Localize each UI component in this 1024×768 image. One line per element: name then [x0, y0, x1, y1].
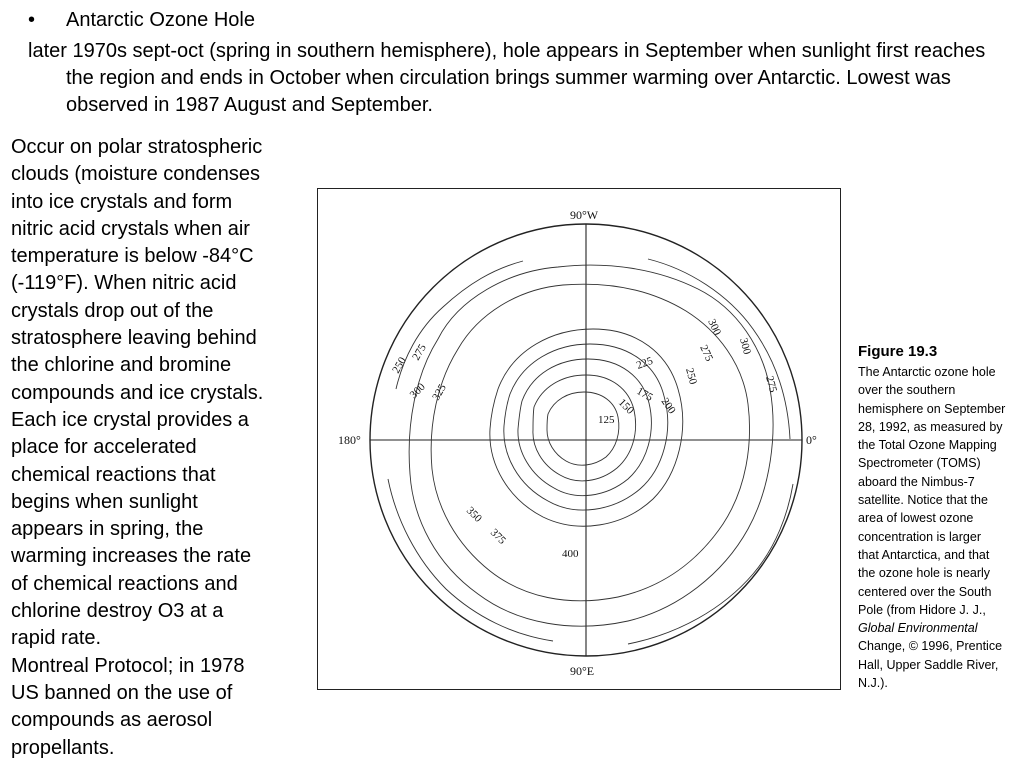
contour-value: 325: [430, 382, 449, 403]
contour-line: [431, 284, 749, 601]
contour-line: [628, 484, 793, 644]
side-line: propellants.: [11, 736, 115, 759]
caption-italic-title: Global Environmental: [858, 621, 978, 636]
contour-value: 175: [634, 385, 655, 404]
contour-line: [518, 359, 651, 496]
figure-caption: [858, 342, 1024, 692]
intro-paragraph: later 1970s sept-oct (spring in southern hemisphere), hole appears in September when sunlight first reaches the region and ends in October when circulation brings summer warming over Antarctic. Lowest was observed in 1987 August and September.: [28, 40, 986, 116]
side-line: into ice crystals and form: [11, 190, 233, 213]
caption-line: N.J.).: [858, 676, 888, 691]
side-line: compounds and ice crystals.: [11, 381, 264, 404]
caption-line: 28, 1992, as measured by: [858, 419, 1003, 434]
side-line: place for accelerated: [11, 436, 197, 459]
contour-value: 300: [737, 336, 753, 356]
contour-line: [409, 265, 773, 626]
caption-line: Spectrometer (TOMS): [858, 456, 981, 471]
side-line: of chemical reactions and: [11, 572, 238, 595]
bullet-glyph: •: [28, 9, 36, 31]
label-0: 0°: [806, 433, 817, 447]
caption-line: Change, © 1996, Prentice: [858, 639, 1003, 654]
caption-line: over the southern: [858, 383, 956, 398]
side-line: begins when sunlight: [11, 490, 198, 513]
contour-value: 375: [487, 526, 509, 547]
side-line: compounds as aerosol: [11, 709, 213, 732]
contour-line: [388, 479, 553, 641]
side-line: clouds (moisture condenses: [11, 163, 261, 186]
caption-line: centered over the South: [858, 584, 992, 599]
caption-line: The Antarctic ozone hole: [858, 365, 996, 379]
contour-value: 125: [598, 414, 615, 426]
caption-line: [858, 619, 1024, 637]
ozone-map-figure: [317, 188, 841, 690]
caption-line: that Antarctica, and that: [858, 547, 990, 562]
contour-value: 250: [683, 366, 699, 386]
side-line: rapid rate.: [11, 627, 102, 650]
side-line: Occur on polar stratospheric: [11, 136, 263, 158]
contour-value: 350: [463, 504, 485, 525]
side-line: (-119°F). When nitric acid: [11, 272, 237, 295]
contour-value: 200: [658, 395, 678, 417]
caption-line: aboard the Nimbus-7: [858, 474, 975, 489]
side-line: US banned on the use of: [11, 681, 233, 704]
ozone-map: [318, 189, 840, 689]
contour-value: 275: [697, 343, 716, 364]
side-line: appears in spring, the: [11, 518, 204, 541]
side-line: temperature is below -84°C: [11, 245, 254, 268]
label-90w: 90°W: [570, 208, 599, 222]
contour-value: 250: [390, 355, 409, 376]
heading-text: Antarctic Ozone Hole: [66, 9, 255, 31]
side-line: Each ice crystal provides a: [11, 408, 249, 431]
caption-line: Hall, Upper Saddle River,: [858, 657, 999, 672]
contour-value: 275: [410, 342, 429, 363]
contour-line: [547, 392, 619, 465]
side-line: the chlorine and bromine: [11, 354, 232, 377]
contour-value: 300: [407, 380, 428, 402]
caption-line: the Total Ozone Mapping: [858, 438, 997, 453]
contour-value: 275: [763, 374, 779, 394]
caption-line: the ozone hole is nearly: [858, 566, 991, 581]
side-line: chlorine destroy O3 at a: [11, 600, 224, 623]
side-line: warming increases the rate: [11, 545, 252, 568]
side-line: stratosphere leaving behind: [11, 327, 257, 350]
label-180: 180°: [338, 433, 361, 447]
side-paragraph: [11, 134, 311, 762]
contour-value: 400: [562, 548, 579, 560]
caption-line: satellite. Notice that the: [858, 493, 988, 508]
side-line: Montreal Protocol; in 1978: [11, 654, 245, 677]
caption-line: Pole (from Hidore J. J.,: [858, 602, 986, 617]
contour-value: 300: [705, 317, 724, 338]
caption-title: Figure 19.3: [858, 343, 938, 360]
contour-value: 225: [634, 354, 655, 372]
contour-value: 150: [615, 396, 637, 417]
caption-line: concentration is larger: [858, 529, 981, 544]
side-line: nitric acid crystals when air: [11, 217, 250, 240]
side-line: chemical reactions that: [11, 463, 216, 486]
side-line: crystals drop out of the: [11, 299, 214, 322]
caption-line: area of lowest ozone: [858, 511, 974, 526]
caption-line: hemisphere on September: [858, 401, 1006, 416]
label-90e: 90°E: [570, 664, 595, 678]
